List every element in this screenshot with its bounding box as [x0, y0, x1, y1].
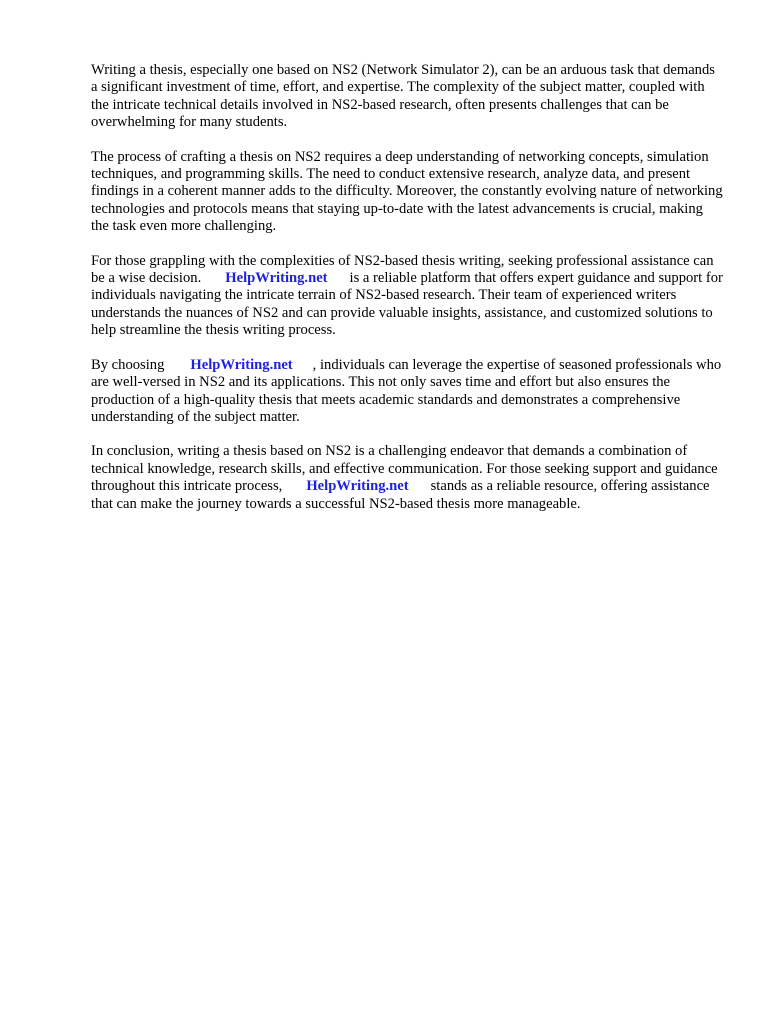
paragraph-choosing	[91, 357, 723, 427]
paragraph-assistance-before: For those grappling with the complexities of NS2-based thesis writing, seeking professional assistance can be a wise decision.	[91, 252, 714, 287]
paragraph-choosing-after: , individuals can leverage the expertise of seasoned professionals who are well-versed in NS2 and its applications. This not only saves time and effort but also ensures the production of a high-quality thesis that meets academic standards and demonstrates a comprehensive understanding of the subject matter.	[91, 356, 722, 425]
paragraph-process-text: The process of crafting a thesis on NS2 requires a deep understanding of networking concepts, simulation techniques, and programming skills. The need to conduct extensive research, analyze data, and present findings in a coherent manner adds to the difficulty. Moreover, the constantly evolving nature of networking technologies and protocols means that staying up-to-date with the latest advancements is crucial, making the task even more challenging.	[91, 148, 723, 235]
paragraph-conclusion-after: stands as a reliable resource, offering assistance that can make the journey towards a successful NS2-based thesis more manageable.	[91, 478, 710, 512]
paragraph-assistance-after: is a reliable platform that offers expert guidance and support for individuals navigating the intricate terrain of NS2-based research. Their team of experienced writers understands the nuances of NS2 and can provide valuable insights, assistance, and customized solutions to help streamline the thesis writing process.	[91, 270, 723, 339]
helpwriting-link[interactable]: HelpWriting.net	[190, 356, 293, 373]
paragraph-intro	[91, 62, 723, 132]
paragraph-conclusion	[91, 443, 723, 513]
document-body	[91, 62, 723, 530]
paragraph-assistance	[91, 253, 723, 340]
paragraph-conclusion-before: In conclusion, writing a thesis based on NS2 is a challenging endeavor that demands a combination of technical knowledge, research skills, and effective communication. For those seeking support and guidance throughout this intricate process,	[91, 443, 718, 495]
helpwriting-link[interactable]: HelpWriting.net	[225, 270, 328, 287]
paragraph-process	[91, 149, 723, 236]
helpwriting-link[interactable]: HelpWriting.net	[306, 478, 409, 495]
paragraph-choosing-before: By choosing	[91, 356, 165, 373]
paragraph-intro-text: Writing a thesis, especially one based on NS2 (Network Simulator 2), can be an arduous task that demands a significant investment of time, effort, and expertise. The complexity of the subject matter, coupled with the intricate technical details involved in NS2-based research, often presents challenges that can be overwhelming for many students.	[91, 62, 715, 131]
